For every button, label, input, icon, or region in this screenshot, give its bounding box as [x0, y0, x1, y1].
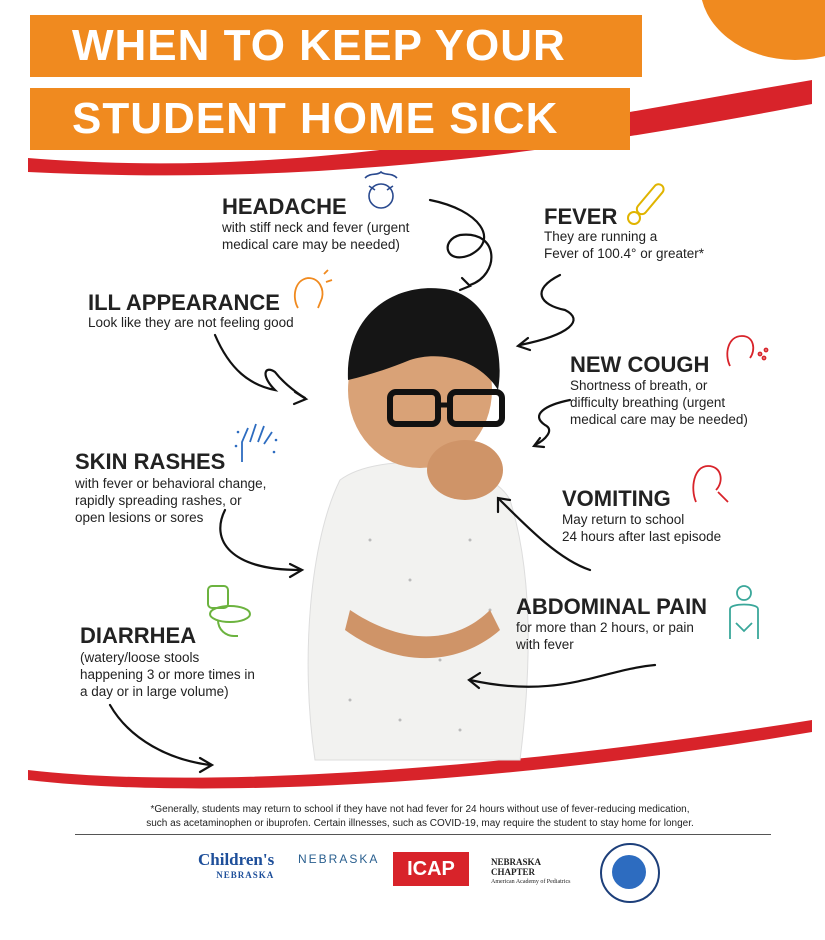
title-line-2: STUDENT HOME SICK — [72, 94, 559, 143]
title-line-1: WHEN TO KEEP YOUR — [72, 21, 566, 70]
headache-description: with stiff neck and fever (urgent medical care may be needed) — [222, 220, 410, 252]
new-cough-heading: NEW COUGH — [570, 352, 710, 377]
sick-face-icon — [288, 268, 334, 312]
icap-logo: ICAP — [393, 852, 469, 886]
nebraska-logo: NEBRASKA — [298, 852, 380, 866]
aap-nebraska-chapter-logo: NEBRASKA CHAPTER American Academy of Pediatrics — [491, 857, 571, 885]
vomiting-heading: VOMITING — [562, 486, 671, 511]
seal-center — [612, 855, 646, 889]
stomach-icon — [722, 583, 766, 643]
diarrhea-heading: DIARRHEA — [80, 623, 197, 648]
toilet-icon — [204, 584, 254, 642]
thermometer-icon — [622, 178, 672, 228]
abdominal-pain-heading: ABDOMINAL PAIN — [516, 594, 708, 619]
abdominal-pain-description: for more than 2 hours, or pain with fever — [516, 620, 694, 652]
headache-icon — [357, 168, 405, 216]
skin-rashes-heading: SKIN RASHES — [75, 449, 226, 474]
diarrhea-description: (watery/loose stools happening 3 or more times in a day or in large volume) — [80, 650, 255, 699]
divider — [75, 834, 771, 835]
ill-appearance-description: Look like they are not feeling good — [88, 315, 294, 330]
vomit-icon — [688, 458, 732, 506]
ill-appearance-heading: ILL APPEARANCE — [88, 290, 280, 315]
new-cough-description: Shortness of breath, or difficulty breathing (urgent medical care may be needed) — [570, 378, 748, 427]
footnote: *Generally, students may return to school if they have not had fever for 24 hours without use of fever-reducing medication, such as acetaminophen or ibuprofen. Certain illnesses, such as COVID-19, may require the student to stay home for longer. — [146, 804, 694, 829]
vomiting-description: May return to school 24 hours after last episode — [562, 512, 722, 544]
childrens-nebraska-logo: Children's NEBRASKA — [198, 850, 275, 880]
cough-icon — [722, 328, 770, 372]
fever-description: They are running a Fever of 100.4° or greater* — [544, 229, 704, 261]
skin-rashes-description: with fever or behavioral change, rapidly spreading rashes, or open lesions or sores — [75, 476, 267, 525]
headache-heading: HEADACHE — [222, 194, 347, 219]
fever-heading: FEVER — [544, 204, 618, 229]
hand-rash-icon — [232, 418, 282, 466]
